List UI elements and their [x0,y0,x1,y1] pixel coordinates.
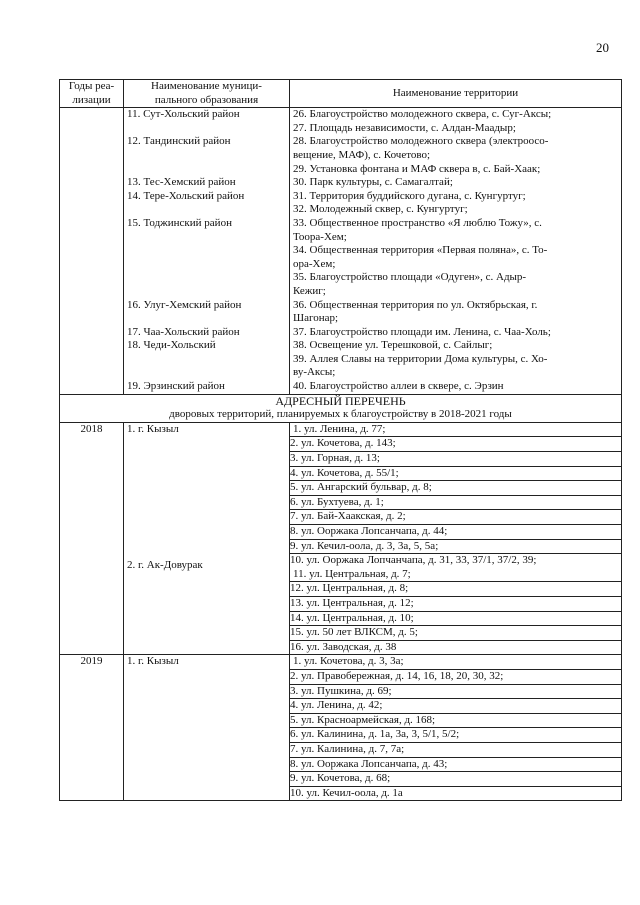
public-years-cell [60,108,124,394]
address-item: 9. ул. Кечил-оола, д. 3, 3а, 5, 5а; [290,539,621,554]
territory-item-line: 34. Общественная территория «Первая поляна», с. То- [293,244,548,257]
municipality-name: 12. Тандинский район [127,135,231,148]
header-territory: Наименование территории [290,80,622,108]
address-item: 15. ул. 50 лет ВЛКСМ, д. 5; [290,625,621,640]
header-municipality-line: пального образования [154,93,259,106]
territory-item-line: 36. Общественная территория по ул. Октябрьская, г. [293,298,538,311]
territory-item-line: Кежиг; [293,284,326,297]
municipality-spacer [127,244,286,258]
year-cell [60,655,124,801]
address-item: 8. ул. Ооржака Лопсанчапа, д. 44; [290,524,621,539]
address-item: 2. ул. Кочетова, д. 143; [290,436,621,451]
municipality-spacer [127,366,286,380]
year-row [60,655,622,801]
section-body [60,394,622,422]
municipality-spacer [127,258,286,272]
address-item: 10. ул. Кечил-оола, д. 1а [290,786,621,801]
public-municipality-cell [124,108,290,394]
address-item: 6. ул. Бухтуева, д. 1; [290,495,621,510]
municipality-spacer [127,203,286,217]
municipality-spacer [127,477,286,491]
section-row [60,394,622,422]
municipality-name: 1. г. Кызыл [127,422,179,435]
year-value: 2018 [80,422,103,435]
municipality-name: 1. г. Кызыл [127,655,179,668]
header-years-line: лизации [72,93,111,106]
municipality-spacer [127,312,286,326]
address-item: 14. ул. Центральная, д. 10; [290,611,621,626]
territory-item-line: 29. Установка фонтана и МАФ сквера в, с. Бай-Хаак; [293,162,541,175]
municipality-spacer [127,710,286,724]
municipality-name: 14. Тере-Хольский район [127,189,245,202]
address-item: 12. ул. Центральная, д. 8; [290,581,621,596]
municipality-spacer [127,464,286,478]
courtyard-municipality-cell [124,422,290,655]
territory-item-line: 32. Молодежный сквер, с. Кунгуртуг; [293,203,468,216]
municipality-spacer [127,696,286,710]
municipality-name: 13. Тес-Хемский район [127,176,236,189]
municipality-spacer [127,751,286,765]
address-item: 9. ул. Кочетова, д. 68; [290,771,621,786]
address-item: 11. ул. Центральная, д. 7; [293,567,411,580]
municipality-spacer [127,285,286,299]
page-number: 20 [596,40,609,55]
territory-item-line: 30. Парк культуры, с. Самагалтай; [293,176,453,189]
municipality-spacer [127,532,286,546]
address-item: 4. ул. Кочетова, д. 55/1; [290,466,621,481]
municipality-spacer [127,613,286,627]
municipality-spacer [127,149,286,163]
territory-item-line: 40. Благоустройство аллеи в сквере, с. Эрзин [293,380,504,393]
courtyards-body [60,422,622,800]
territory-item-line: 38. Освещение ул. Терешковой, с. Сайлыг; [293,339,493,352]
municipality-spacer [127,504,286,518]
municipality-spacer [127,353,286,367]
public-territories-row [60,108,622,394]
territory-item-line: Тоора-Хем; [293,230,347,243]
municipality-name: 2. г. Ак-Довурак [127,558,203,571]
address-item: 2. ул. Правобережная, д. 14, 16, 18, 20, 30, 32; [290,669,621,684]
address-item: 3. ул. Пушкина, д. 69; [290,684,621,699]
municipality-spacer [127,586,286,600]
municipality-spacer [127,723,286,737]
courtyard-address-cell [290,655,622,801]
municipality-spacer [127,450,286,464]
municipality-spacer [127,764,286,778]
territory-item-line: 33. Общественное пространство «Я люблю Тожу», с. [293,216,542,229]
municipality-spacer [127,600,286,614]
courtyard-municipality-cell [124,655,290,801]
address-item: 10. ул. Ооржака Лопчанчапа, д. 31, 33, 37/1, 37/2, 39; [290,553,621,568]
year-value: 2019 [80,655,103,668]
municipality-spacer [127,669,286,683]
territory-item-line: 27. Площадь независимости, с. Алдан-Маадыр; [293,121,516,134]
table-header-row [60,80,622,108]
municipality-spacer [127,627,286,641]
territory-item-line: ву-Аксы; [293,366,336,379]
address-item: 4. ул. Ленина, д. 42; [290,698,621,713]
territory-item-line: ора-Хем; [293,257,336,270]
address-item: 1. ул. Кочетова, д. 3, 3а; [293,655,404,668]
municipality-name: 16. Улуг-Хемский район [127,298,242,311]
courtyard-address-cell [290,422,622,655]
municipality-spacer [127,491,286,505]
address-item: 5. ул. Ангарский бульвар, д. 8; [290,480,621,495]
year-row [60,422,622,655]
section-subtitle: дворовых территорий, планируемых к благоустройству в 2018-2021 годы [169,408,512,421]
section-title: АДРЕСНЫЙ ПЕРЕЧЕНЬ [275,393,406,408]
municipality-spacer [127,737,286,751]
address-item: 13. ул. Центральная, д. 12; [290,596,621,611]
municipality-spacer [127,683,286,697]
territory-table [59,79,622,801]
municipality-spacer [127,271,286,285]
year-cell [60,422,124,655]
address-item: 7. ул. Калинина, д. 7, 7а; [290,742,621,757]
address-item: 5. ул. Красноармейская, д. 168; [290,713,621,728]
municipality-spacer [127,545,286,559]
municipality-spacer [127,436,286,450]
municipality-name: 17. Чаа-Хольский район [127,325,240,338]
address-item: 7. ул. Бай-Хаакская, д. 2; [290,509,621,524]
territory-item-line: Шагонар; [293,312,339,325]
address-item: 1. ул. Ленина, д. 77; [293,422,386,435]
address-item: 6. ул. Калинина, д. 1а, 3а, 3, 5/1, 5/2; [290,727,621,742]
municipality-spacer [127,778,286,792]
territory-item-line: 37. Благоустройство площади им. Ленина, с. Чаа-Холь; [293,325,551,338]
address-item: 3. ул. Горная, д. 13; [290,451,621,466]
territory-item-line: 39. Аллея Славы на территории Дома культуры, с. Хо- [293,352,548,365]
territory-item-line: 35. Благоустройство площади «Одуген», с. Адыр- [293,271,527,284]
municipality-spacer [127,122,286,136]
header-years [60,80,124,108]
municipality-name: 18. Чеди-Хольский [127,339,216,352]
municipality-spacer [127,163,286,177]
header-municipality-line: Наименование муници- [151,80,262,92]
territory-item-line: 28. Благоустройство молодежного сквера (электроосо- [293,135,549,148]
territory-item-line: 26. Благоустройство молодежного сквера, с. Суг-Аксы; [293,108,552,121]
municipality-name: 19. Эрзинский район [127,380,225,393]
territory-item-line: вещение, МАФ), с. Кочетово; [293,148,431,161]
municipality-name: 15. Тоджинский район [127,216,232,229]
municipality-spacer [127,518,286,532]
public-territory-cell [290,108,622,394]
municipality-spacer [127,231,286,245]
section-cell [60,394,622,422]
municipality-name: 11. Сут-Хольский район [127,108,240,121]
public-territories-body [60,108,622,394]
address-item: 8. ул. Ооржака Лопсанчапа, д. 43; [290,757,621,772]
address-item: 16. ул. Заводская, д. 38 [290,640,621,655]
header-municipality [124,80,290,108]
header-years-line: Годы реа- [68,80,115,92]
municipality-spacer [127,572,286,586]
territory-item-line: 31. Территория буддийского дугана, с. Кунгуртуг; [293,189,526,202]
